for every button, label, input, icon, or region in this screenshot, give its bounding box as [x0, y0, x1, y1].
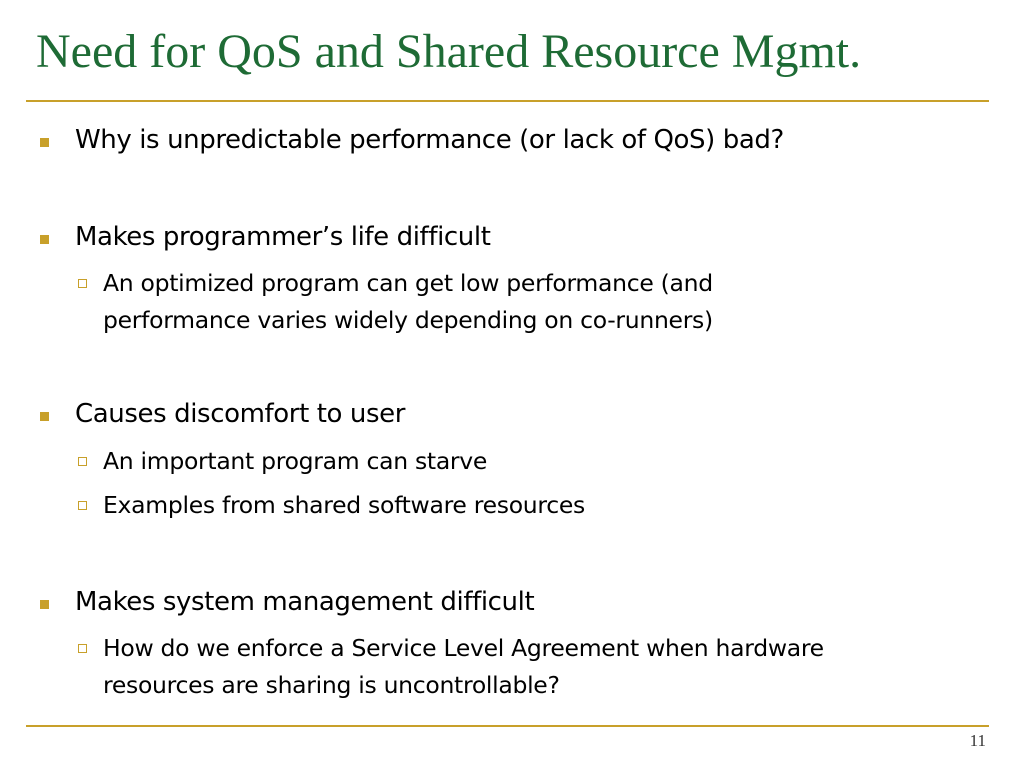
- square-bullet-icon: [40, 600, 49, 609]
- title-divider: [26, 100, 989, 102]
- bullet-item: [40, 585, 534, 619]
- sub-bullet-item: [78, 630, 863, 704]
- bullet-text: Why is unpredictable performance (or lack of QoS) bad?: [75, 125, 784, 155]
- bullet-item: [40, 397, 405, 431]
- footer-divider: [26, 725, 989, 727]
- bullet-item: [40, 220, 490, 254]
- bullet-text: Makes system management difficult: [75, 587, 535, 617]
- sub-bullet-item: [78, 265, 863, 339]
- sub-bullet-text: Examples from shared software resources: [103, 491, 585, 519]
- square-bullet-icon: [40, 138, 49, 147]
- checkbox-bullet-icon: [78, 644, 87, 653]
- sub-bullet-text: An important program can starve: [103, 447, 488, 475]
- checkbox-bullet-icon: [78, 457, 87, 466]
- bullet-text: Causes discomfort to user: [75, 399, 406, 429]
- checkbox-bullet-icon: [78, 501, 87, 510]
- sub-bullet-text: How do we enforce a Service Level Agreement when hardware resources are sharing is uncontrollable?: [103, 634, 824, 699]
- checkbox-bullet-icon: [78, 279, 87, 288]
- square-bullet-icon: [40, 235, 49, 244]
- sub-bullet-text: An optimized program can get low performance (and performance varies widely depending on co-runners): [103, 269, 713, 334]
- sub-bullet-item: [78, 443, 863, 480]
- page-number: 11: [969, 731, 986, 750]
- bullet-item: [40, 123, 784, 157]
- sub-bullet-item: [78, 487, 863, 524]
- slide-title: Need for QoS and Shared Resource Mgmt.: [36, 25, 862, 78]
- bullet-text: Makes programmer’s life difficult: [75, 222, 491, 252]
- square-bullet-icon: [40, 412, 49, 421]
